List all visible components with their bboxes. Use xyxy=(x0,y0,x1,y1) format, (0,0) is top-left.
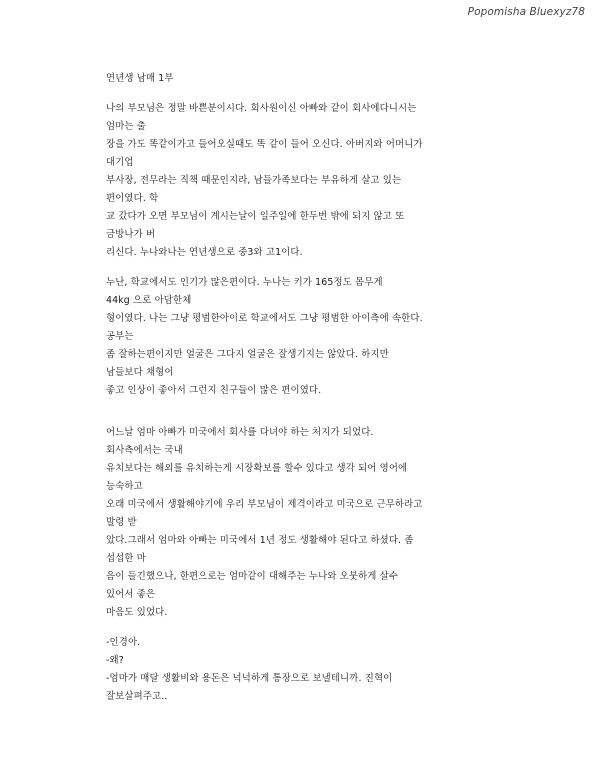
text-line: 리신다. 누나와나는 연년생으로 중3와 고1이다. xyxy=(106,247,303,258)
page-title: 연년생 남매 1부 xyxy=(106,73,174,84)
paragraph-1 xyxy=(106,100,566,262)
text-line: 대기업 xyxy=(106,157,134,168)
text-line: 나의 부모님은 정말 바쁜분이시다. 회사원이신 아빠와 같이 회사에다니시는 xyxy=(106,103,417,114)
paragraph-gap xyxy=(106,400,566,424)
text-line: 마음도 있었다. xyxy=(106,607,168,618)
text-line: 았다.그래서 엄마와 아빠는 미국에서 1년 정도 생활해야 된다고 하셨다. 좀 xyxy=(106,535,414,546)
paragraph-3 xyxy=(106,424,566,622)
text-line: 편이였다. 학 xyxy=(106,193,159,204)
text-line: 있어서 좋은 xyxy=(106,589,156,600)
text-line: 누난, 학교에서도 인기가 많은편이다. 누나는 키가 165정도 몸무게 xyxy=(106,277,383,288)
paragraph-gap xyxy=(106,262,566,274)
paragraph-4 xyxy=(106,634,566,706)
text-line: 교 갔다가 오면 부모님이 계시는날이 일주일에 한두번 밖에 되지 않고 또 xyxy=(106,211,405,222)
paragraph-2 xyxy=(106,274,566,400)
text-line: 오래 미국에서 생활해야기에 우리 부모님이 제격이라고 미국으로 근무하라고 xyxy=(106,499,423,510)
text-line: 장을 가도 똑같이가고 들어오실때도 똑 같이 들어 오신다. 아버지와 어머니가 xyxy=(106,139,423,150)
text-line: 능숙하고 xyxy=(106,481,143,492)
watermark: Popomisha Bluexyz78 xyxy=(467,6,585,18)
text-line: 금방나가 버 xyxy=(106,229,156,240)
text-line: 발령 받 xyxy=(106,517,137,528)
text-line: 공부는 xyxy=(106,331,134,342)
paragraph-gap xyxy=(106,622,566,634)
text-line: 회사측에서는 국내 xyxy=(106,445,183,456)
text-line: 형이였다. 나는 그냥 평범한아이로 학교에서도 그냥 평범한 아이측에 속한다. xyxy=(106,313,423,324)
text-line: 음이 들긴했으나, 한편으로는 엄마같이 대해주는 누나와 오붓하게 살수 xyxy=(106,571,399,582)
text-line: 좋고 인상이 좋아서 그런지 친구들이 많은 편이였다. xyxy=(106,385,322,396)
dialogue-line: -인경아. xyxy=(106,637,141,648)
dialogue-line: 잘보살펴주고.. xyxy=(106,691,168,702)
text-line: 유치보다는 해외를 유치하는게 시장확보를 할수 있다고 생각 되어 영어에 xyxy=(106,463,408,474)
document-body xyxy=(106,70,566,706)
dialogue-line: -엄마가 매달 생활비와 용돈은 넉넉하게 통장으로 보낼테니까. 진혁이 xyxy=(106,673,393,684)
text-line: 44kg 으로 아담한체 xyxy=(106,295,192,306)
text-line: 어느날 엄마 아빠가 미국에서 회사를 다녀야 하는 처지가 되었다. xyxy=(106,427,374,438)
dialogue-line: -왜? xyxy=(106,655,124,666)
text-line: 좀 잘하는편이지만 얼굴은 그다지 얼굴은 잘생기지는 않았다. 하지만 xyxy=(106,349,389,360)
text-line: 엄마는 출 xyxy=(106,121,146,132)
text-line: 부사장, 전무라는 직책 때문인지라, 남들가족보다는 부유하게 살고 있는 xyxy=(106,175,402,186)
text-line: 남들보다 채형이 xyxy=(106,367,174,378)
text-line: 섭섭한 마 xyxy=(106,553,146,564)
